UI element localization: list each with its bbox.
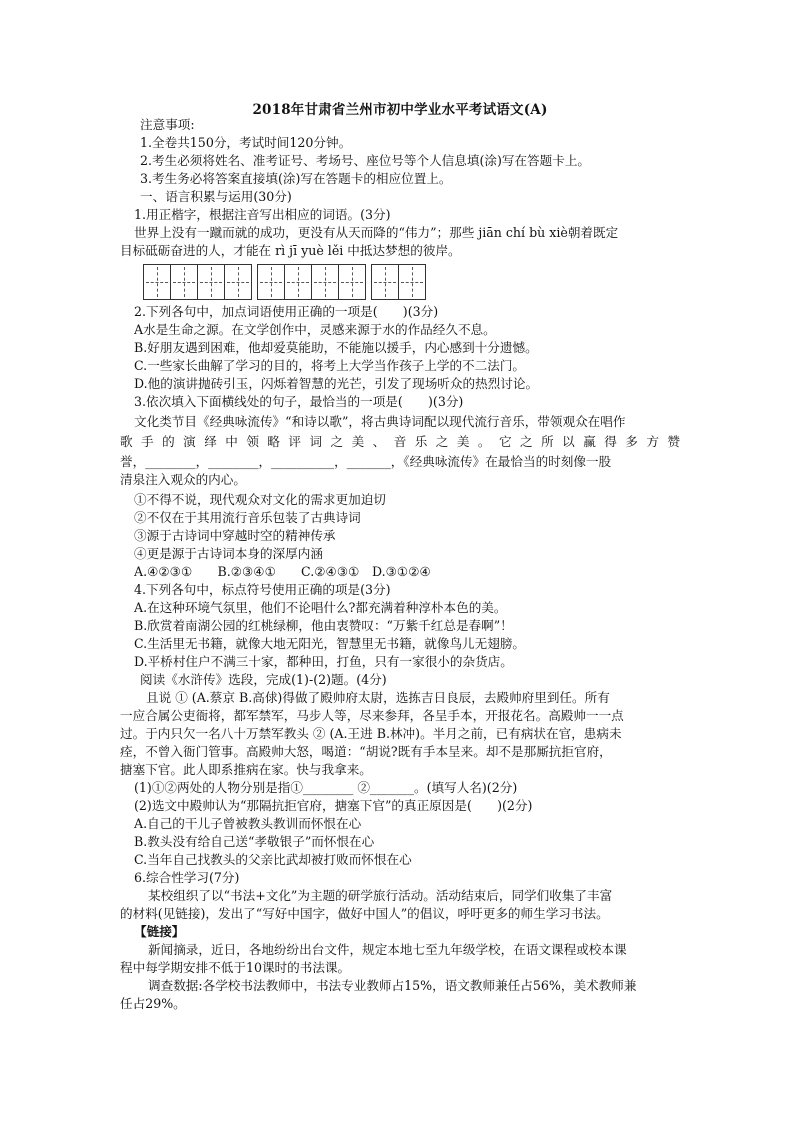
reading-instruction: 阅读《水浒传》选段，完成(1)-(2)题。(4分)	[140, 672, 387, 687]
passage-text: 且说 ① (A.蔡京 B.高俅)得做了殿帅府太尉，选拣吉日良辰，去殿帅府里到任。所有	[146, 690, 610, 705]
passage-text: 文化类节目《经典咏流传》“和诗以歌”，将古典诗词配以现代流行音乐，带领观众在唱作	[134, 414, 626, 429]
passage-text: 任占29%。	[120, 996, 186, 1011]
passage-text: 痊，不曾入衙门管事。高殿帅大怒，喝道：“胡说?既有手本呈来。却不是那厮抗拒官府，	[120, 744, 612, 759]
passage-text: 调查数据:各学校书法教师中，书法专业教师占15%，语文教师兼任占56%，美术教师兼	[148, 978, 637, 993]
passage-text: 誉，________，________，__________，_______，《经典咏流传》在最恰当的时刻像一股	[120, 454, 612, 469]
grid-cell[interactable]	[170, 264, 198, 300]
question-6: 6.综合性学习(7分)	[134, 870, 240, 885]
question-3: 3.依次填入下面横线处的句子，最恰当的一项是( )(3分)	[134, 394, 464, 409]
notice-item: 3.考生务必将答案直接填(涂)写在答题卡的相应位置上。	[140, 171, 452, 186]
notice-item: 2.考生必须将姓名、准考证号、考场号、座位号等个人信息填(涂)写在答题卡上。	[140, 153, 591, 168]
grid-cell[interactable]	[398, 264, 426, 300]
link-heading: 【链接】	[134, 924, 185, 939]
question-4: 4.下列各句中，标点符号使用正确的项是(3分)	[134, 582, 391, 597]
grid-cell[interactable]	[224, 264, 252, 300]
sub-question: (2)选文中殿帅认为“那隔抗拒官府，搪塞下官”的真正原因是( )(2分)	[134, 798, 533, 813]
grid-cell[interactable]	[197, 264, 225, 300]
option: A.在这种环境气氛里，他们不论唱什么?都充满着种淳朴本色的美。	[134, 600, 507, 615]
passage-text: 一应合属公吏衙将，都军禁军，马步人等，尽来参拜，各呈手本，开报花名。高殿帅一一点	[120, 708, 624, 723]
passage-text: 的材料(见链接)，发出了“写好中国字，做好中国人”的倡议，呼吁更多的师生学习书法。	[120, 906, 609, 921]
grid-cell[interactable]	[338, 264, 366, 300]
answer-grid[interactable]	[143, 264, 425, 300]
passage-text: 某校组织了以“书法+文化”为主题的研学旅行活动。活动结束后，同学们收集了丰富	[148, 888, 613, 903]
option: B.好朋友遇到困难，他却爱莫能助，不能施以援手，内心感到十分遗憾。	[134, 340, 538, 355]
question-2: 2.下列各句中，加点词语使用正确的一项是( )(3分)	[134, 304, 439, 319]
choice-sentence: ③源于古诗词中穿越时空的精神传承	[134, 528, 336, 543]
passage-text: 清泉注入观众的内心。	[120, 472, 246, 487]
option: A水是生命之源。在文学创作中，灵感来源于水的作品经久不息。	[134, 322, 496, 337]
question-text: 世界上没有一蹴而就的成功，更没有从天而降的“伟力”；那些 jiān chí bù xiè朝着既定	[134, 225, 619, 240]
passage-text: 过。于内只欠一名八十万禁军教头 ② (A.王进 B.林冲)。半月之前，已有病状在官，患病未	[120, 726, 622, 741]
option: A.自己的干儿子曾被教头教训而怀恨在心	[134, 816, 362, 831]
choice-sentence: ④更是源于古诗词本身的深厚内涵	[134, 546, 323, 561]
grid-cell[interactable]	[143, 264, 171, 300]
choice-sentence: ①不得不说，现代观众对文化的需求更加迫切	[134, 492, 386, 507]
option: C.生活里无书籍，就像大地无阳光，智慧里无书籍，就像鸟儿无翅膀。	[134, 636, 526, 651]
option: D.他的演讲抛砖引玉，闪烁着智慧的光芒，引发了现场听众的热烈讨论。	[134, 376, 539, 391]
question-text: 目标砥砺奋进的人，才能在 rì jī yuè lěi 中抵达梦想的彼岸。	[120, 243, 461, 258]
sub-question: (1)①②两处的人物分别是指①________ ②_______。(填写人名)(2分)	[134, 780, 518, 795]
section-heading: 一、语言积累与运用(30分)	[140, 189, 292, 204]
grid-cell[interactable]	[371, 264, 399, 300]
passage-text: 新闻摘录，近日，各地纷纷出台文件，规定本地七至九年级学校，在语文课程或校本课	[148, 942, 627, 957]
passage-text: 歌手的演绎中领略评词之美、音乐之美。它之所以赢得多方赞	[120, 434, 680, 449]
option: C.一些家长曲解了学习的目的，将考上大学当作孩子上学的不二法门。	[134, 358, 526, 373]
passage-text: 程中每学期安排不低于10课时的书法课。	[120, 960, 351, 975]
exam-title: 2018年甘肃省兰州市初中学业水平考试语文(A)	[252, 102, 548, 118]
option: B.教头没有给自己送“孝敬银子”而怀恨在心	[134, 834, 375, 849]
grid-cell[interactable]	[311, 264, 339, 300]
choice-sentence: ②不仅在于其用流行音乐包装了古典诗词	[134, 510, 361, 525]
grid-cell[interactable]	[284, 264, 312, 300]
option: C.当年自己找教头的父亲比武却被打败而怀恨在心	[134, 852, 412, 867]
notice-item: 1.全卷共150分，考试时间120分钟。	[140, 135, 352, 150]
option: B.欣赏着南湖公园的红桃绿柳，他由衷赞叹：“万紫千红总是春啊”！	[134, 618, 513, 633]
passage-text: 搪塞下官。此人即系推病在家。快与我拿来。	[120, 762, 372, 777]
notice-heading: 注意事项:	[140, 117, 195, 132]
option-row: A.④②③① B.②③④① C.②④③① D.③①②④	[134, 564, 431, 579]
option: D.平桥村住户不满三十家，都种田，打鱼，只有一家很小的杂货店。	[134, 654, 513, 669]
grid-cell[interactable]	[257, 264, 285, 300]
question-1: 1.用正楷字，根据注音写出相应的词语。(3分)	[134, 207, 391, 222]
